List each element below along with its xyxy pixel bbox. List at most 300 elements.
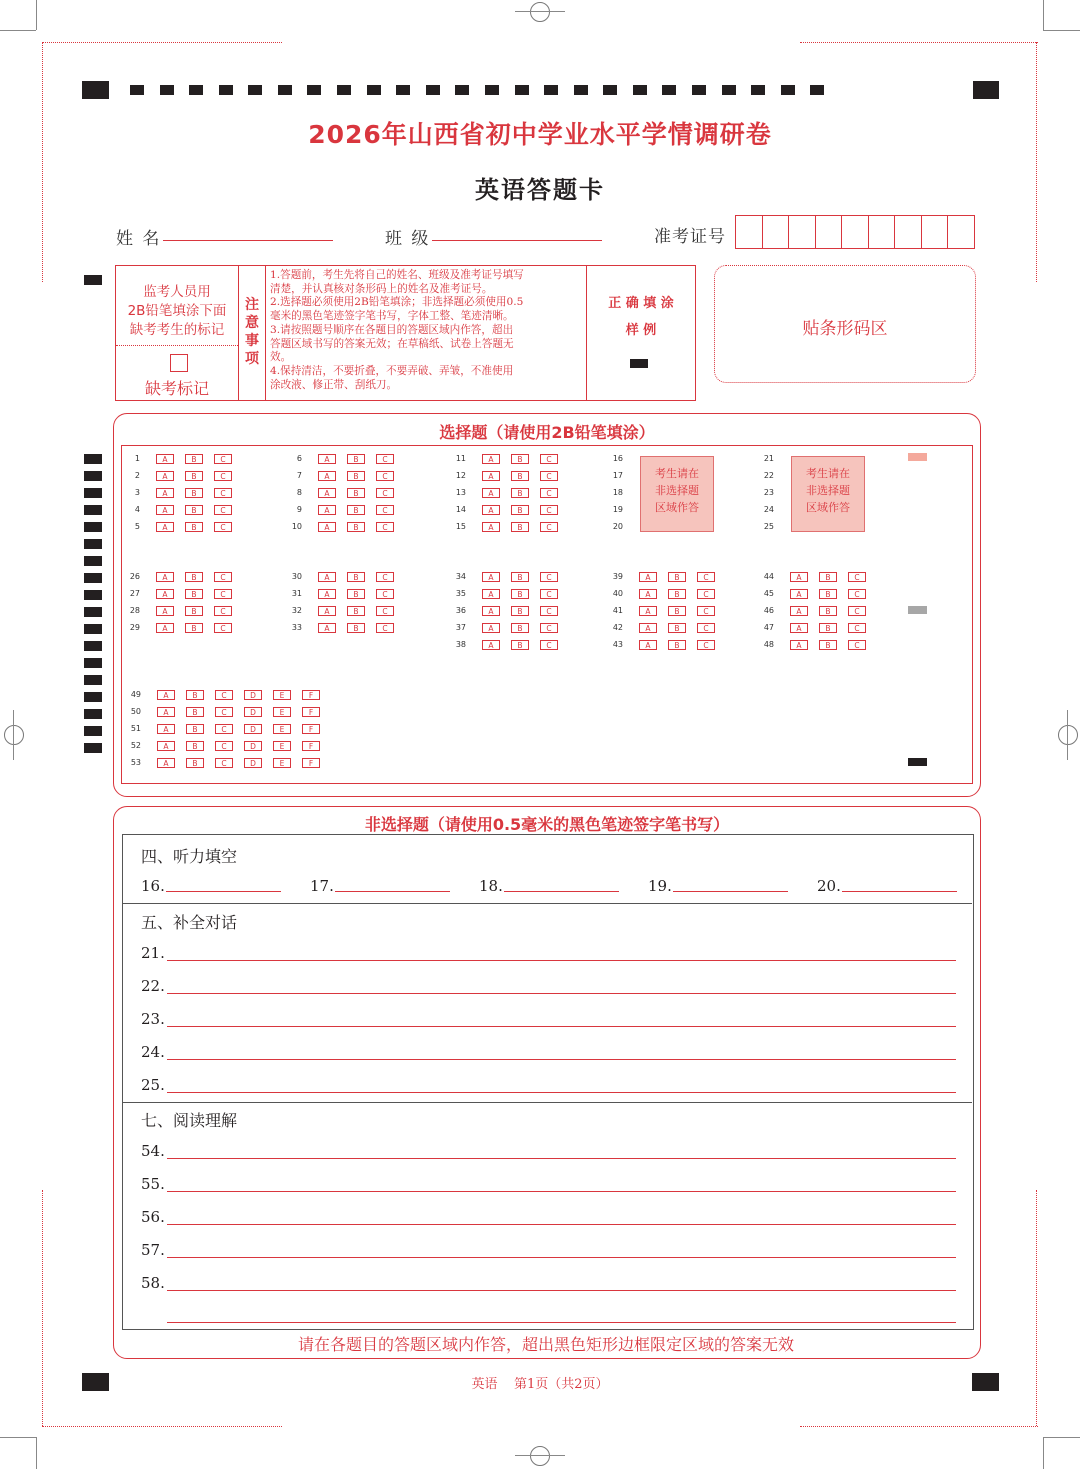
- crop-mark: [515, 1455, 565, 1456]
- option-bubble[interactable]: A: [639, 572, 657, 582]
- question-number: 22: [763, 471, 774, 480]
- option-bubble[interactable]: B: [511, 488, 529, 498]
- option-bubble[interactable]: B: [347, 606, 365, 616]
- option-bubble[interactable]: C: [214, 623, 232, 633]
- notice-heading: [239, 266, 266, 400]
- option-bubble[interactable]: C: [214, 589, 232, 599]
- option-bubble[interactable]: B: [185, 572, 203, 582]
- answer-line[interactable]: [167, 993, 956, 994]
- notice-heading-char: 意: [245, 315, 259, 331]
- option-bubble[interactable]: E: [273, 690, 291, 700]
- question-number: 30: [291, 572, 302, 581]
- option-bubble[interactable]: C: [540, 522, 558, 532]
- crop-mark: [1043, 0, 1044, 30]
- option-bubble[interactable]: B: [511, 589, 529, 599]
- answer-line[interactable]: [167, 1158, 956, 1159]
- question-number: 3: [134, 488, 140, 497]
- absent-checkbox[interactable]: [170, 354, 188, 372]
- answer-line[interactable]: [167, 960, 956, 961]
- option-bubble[interactable]: A: [790, 572, 808, 582]
- option-bubble[interactable]: C: [376, 589, 394, 599]
- timing-mark: [84, 505, 102, 515]
- proctor-text: 缺考考生的标记: [129, 322, 225, 338]
- option-bubble[interactable]: B: [186, 690, 204, 700]
- option-bubble[interactable]: C: [215, 690, 233, 700]
- answer-line[interactable]: [167, 1257, 956, 1258]
- id-digit-box[interactable]: [895, 216, 922, 248]
- id-digit-box[interactable]: [816, 216, 843, 248]
- option-bubble[interactable]: B: [668, 572, 686, 582]
- option-bubble[interactable]: C: [697, 572, 715, 582]
- page-subtitle: 英语答题卡: [475, 176, 605, 204]
- answer-line[interactable]: [167, 1290, 956, 1291]
- timing-mark: [810, 85, 824, 95]
- question-number: 40: [612, 589, 623, 598]
- listening-item-label: 17.: [310, 877, 334, 895]
- option-bubble[interactable]: B: [668, 640, 686, 650]
- option-bubble[interactable]: C: [376, 488, 394, 498]
- option-bubble[interactable]: A: [157, 690, 175, 700]
- id-digit-box[interactable]: [869, 216, 896, 248]
- question-number: 8: [296, 488, 302, 497]
- option-bubble[interactable]: A: [318, 606, 336, 616]
- option-bubble[interactable]: A: [156, 488, 174, 498]
- option-bubble[interactable]: C: [215, 707, 233, 717]
- color-mark: [908, 453, 927, 461]
- option-bubble[interactable]: B: [347, 471, 365, 481]
- timing-mark: [84, 573, 102, 583]
- option-bubble[interactable]: A: [318, 572, 336, 582]
- option-bubble[interactable]: D: [244, 741, 262, 751]
- timing-mark: [84, 607, 102, 617]
- option-bubble[interactable]: B: [185, 505, 203, 515]
- option-bubble[interactable]: A: [156, 522, 174, 532]
- question-number: 32: [291, 606, 302, 615]
- notice-line: 涂改液、修正带、刮纸刀。: [270, 378, 398, 391]
- notice-line: 效。: [270, 351, 292, 364]
- section7-item-label: 57.: [141, 1241, 165, 1259]
- question-number: 35: [455, 589, 466, 598]
- section5-item-label: 23.: [141, 1010, 165, 1028]
- nonchoice-note-line: 区域作答: [806, 501, 850, 514]
- option-bubble[interactable]: D: [244, 724, 262, 734]
- option-bubble[interactable]: B: [185, 522, 203, 532]
- option-bubble[interactable]: B: [511, 471, 529, 481]
- option-bubble[interactable]: A: [318, 522, 336, 532]
- timing-mark: [307, 85, 321, 95]
- option-bubble[interactable]: A: [156, 589, 174, 599]
- option-bubble[interactable]: A: [156, 471, 174, 481]
- section7-item-label: 55.: [141, 1175, 165, 1193]
- answer-line[interactable]: [335, 891, 450, 892]
- class-field[interactable]: [432, 240, 602, 241]
- answer-line[interactable]: [167, 1026, 956, 1027]
- timing-mark: [396, 85, 410, 95]
- option-bubble[interactable]: C: [214, 471, 232, 481]
- option-bubble[interactable]: D: [244, 707, 262, 717]
- notice-text: [266, 266, 587, 400]
- question-number: 44: [763, 572, 774, 581]
- option-bubble[interactable]: F: [302, 690, 320, 700]
- option-bubble[interactable]: C: [215, 741, 233, 751]
- option-bubble[interactable]: A: [156, 505, 174, 515]
- option-bubble[interactable]: C: [214, 488, 232, 498]
- option-bubble[interactable]: B: [511, 606, 529, 616]
- timing-mark: [84, 454, 102, 464]
- option-bubble[interactable]: A: [482, 471, 500, 481]
- question-number: 46: [763, 606, 774, 615]
- answer-line[interactable]: [842, 891, 957, 892]
- option-bubble[interactable]: A: [639, 606, 657, 616]
- option-bubble[interactable]: A: [482, 572, 500, 582]
- option-bubble[interactable]: C: [376, 505, 394, 515]
- option-bubble[interactable]: A: [318, 589, 336, 599]
- option-bubble[interactable]: B: [819, 572, 837, 582]
- option-bubble[interactable]: C: [376, 471, 394, 481]
- question-number: 28: [129, 606, 140, 615]
- option-bubble[interactable]: F: [302, 724, 320, 734]
- option-bubble[interactable]: B: [347, 522, 365, 532]
- option-bubble[interactable]: C: [540, 589, 558, 599]
- option-bubble[interactable]: C: [376, 606, 394, 616]
- crop-mark: [36, 1437, 37, 1469]
- option-bubble[interactable]: C: [540, 606, 558, 616]
- timing-mark: [662, 85, 676, 95]
- option-bubble[interactable]: E: [273, 758, 291, 768]
- notice-line: 4.保持清洁，不要折叠，不要弄破、弄皱，不准使用: [270, 364, 514, 377]
- option-bubble[interactable]: A: [156, 572, 174, 582]
- timing-mark: [84, 471, 102, 481]
- option-bubble[interactable]: C: [540, 623, 558, 633]
- option-bubble[interactable]: A: [482, 623, 500, 633]
- option-bubble[interactable]: B: [347, 589, 365, 599]
- nonchoice-title: 非选择题（请使用0.5毫米的黑色笔迹签字笔书写）: [364, 815, 730, 834]
- nonchoice-note-line: 区域作答: [655, 501, 699, 514]
- nonchoice-note: [640, 456, 714, 532]
- option-bubble[interactable]: C: [215, 724, 233, 734]
- option-bubble[interactable]: B: [347, 505, 365, 515]
- crop-mark: [515, 11, 565, 12]
- option-bubble[interactable]: B: [186, 758, 204, 768]
- option-bubble[interactable]: C: [540, 640, 558, 650]
- id-digit-box[interactable]: [842, 216, 869, 248]
- nonchoice-note-line: 考生请在: [655, 467, 699, 480]
- option-bubble[interactable]: B: [185, 623, 203, 633]
- id-digit-box[interactable]: [789, 216, 816, 248]
- option-bubble[interactable]: A: [482, 488, 500, 498]
- option-bubble[interactable]: A: [318, 454, 336, 464]
- listening-item-label: 20.: [817, 877, 841, 895]
- answer-line[interactable]: [673, 891, 788, 892]
- option-bubble[interactable]: A: [482, 454, 500, 464]
- question-number: 49: [130, 690, 141, 699]
- option-bubble[interactable]: C: [376, 454, 394, 464]
- id-number-boxes[interactable]: [735, 215, 975, 249]
- option-bubble[interactable]: B: [185, 606, 203, 616]
- timing-mark: [84, 658, 102, 668]
- crop-mark: [36, 0, 37, 30]
- option-bubble[interactable]: C: [697, 640, 715, 650]
- option-bubble[interactable]: C: [697, 623, 715, 633]
- option-bubble[interactable]: C: [214, 505, 232, 515]
- option-bubble[interactable]: C: [540, 471, 558, 481]
- timing-mark: [84, 590, 102, 600]
- option-bubble[interactable]: B: [511, 640, 529, 650]
- option-bubble[interactable]: F: [302, 741, 320, 751]
- timing-mark: [455, 85, 469, 95]
- question-number: 50: [130, 707, 141, 716]
- option-bubble[interactable]: B: [185, 471, 203, 481]
- answer-line[interactable]: [167, 1191, 956, 1192]
- option-bubble[interactable]: C: [540, 454, 558, 464]
- option-bubble[interactable]: B: [668, 623, 686, 633]
- timing-mark: [84, 488, 102, 498]
- option-bubble[interactable]: A: [157, 741, 175, 751]
- timing-mark: [908, 758, 927, 766]
- option-bubble[interactable]: B: [819, 640, 837, 650]
- option-bubble[interactable]: B: [347, 623, 365, 633]
- option-bubble[interactable]: C: [376, 623, 394, 633]
- timing-mark: [781, 85, 795, 95]
- option-bubble[interactable]: C: [214, 522, 232, 532]
- dotted-border: [42, 42, 43, 282]
- question-number: 14: [455, 505, 466, 514]
- option-bubble[interactable]: C: [540, 505, 558, 515]
- option-bubble[interactable]: E: [273, 741, 291, 751]
- question-number: 48: [763, 640, 774, 649]
- question-number: 29: [129, 623, 140, 632]
- option-bubble[interactable]: A: [318, 505, 336, 515]
- option-bubble[interactable]: B: [511, 522, 529, 532]
- option-bubble[interactable]: B: [819, 606, 837, 616]
- notice-line: 2.选择题必须使用2B铅笔填涂；非选择题必须使用0.5: [270, 296, 524, 309]
- question-number: 6: [296, 454, 302, 463]
- option-bubble[interactable]: B: [347, 488, 365, 498]
- question-number: 7: [296, 471, 302, 480]
- option-bubble[interactable]: B: [511, 454, 529, 464]
- answer-box: [122, 834, 974, 1330]
- option-bubble[interactable]: C: [214, 454, 232, 464]
- name-field[interactable]: [163, 240, 333, 241]
- option-bubble[interactable]: B: [819, 589, 837, 599]
- timing-mark: [337, 85, 351, 95]
- proctor-section: [116, 266, 239, 400]
- sample-label: 样 例: [625, 323, 657, 338]
- crop-mark: [0, 1437, 36, 1438]
- option-bubble[interactable]: A: [790, 589, 808, 599]
- option-bubble[interactable]: C: [697, 606, 715, 616]
- notice-line: 清楚，并认真核对条形码上的姓名及准考证号。: [270, 282, 493, 295]
- option-bubble[interactable]: D: [244, 758, 262, 768]
- id-digit-box[interactable]: [736, 216, 763, 248]
- dotted-border: [1036, 42, 1037, 282]
- option-bubble[interactable]: A: [639, 640, 657, 650]
- choice-title: 选择题（请使用2B铅笔填涂）: [439, 423, 655, 442]
- barcode-area: [714, 265, 976, 383]
- color-mark: [908, 606, 927, 614]
- option-bubble[interactable]: C: [848, 572, 866, 582]
- timing-mark: [84, 522, 102, 532]
- question-number: 5: [134, 522, 140, 531]
- question-number: 2: [134, 471, 140, 480]
- option-bubble[interactable]: A: [790, 606, 808, 616]
- timing-marks-left: [84, 454, 102, 760]
- id-digit-box[interactable]: [948, 216, 974, 248]
- timing-mark: [84, 726, 102, 736]
- nonchoice-note-line: 考生请在: [806, 467, 850, 480]
- option-bubble[interactable]: C: [214, 606, 232, 616]
- crop-mark: [1043, 1437, 1044, 1469]
- option-bubble[interactable]: F: [302, 707, 320, 717]
- option-bubble[interactable]: B: [186, 741, 204, 751]
- option-bubble[interactable]: B: [185, 589, 203, 599]
- question-number: 43: [612, 640, 623, 649]
- timing-marks-top: [130, 85, 840, 95]
- section5-item-label: 24.: [141, 1043, 165, 1061]
- option-bubble[interactable]: B: [668, 606, 686, 616]
- option-bubble[interactable]: A: [482, 606, 500, 616]
- proctor-text: 2B铅笔填涂下面: [127, 303, 227, 319]
- question-number: 31: [291, 589, 302, 598]
- timing-mark: [84, 624, 102, 634]
- option-bubble[interactable]: B: [819, 623, 837, 633]
- option-bubble[interactable]: C: [848, 606, 866, 616]
- question-number: 52: [130, 741, 141, 750]
- option-bubble[interactable]: A: [639, 589, 657, 599]
- question-number: 45: [763, 589, 774, 598]
- option-bubble[interactable]: A: [157, 758, 175, 768]
- option-bubble[interactable]: A: [639, 623, 657, 633]
- option-bubble[interactable]: B: [185, 488, 203, 498]
- question-number: 36: [455, 606, 466, 615]
- option-bubble[interactable]: A: [318, 471, 336, 481]
- question-number: 25: [763, 522, 774, 531]
- answer-line[interactable]: [167, 1224, 956, 1225]
- timing-mark: [485, 85, 499, 95]
- nonchoice-note-line: 非选择题: [806, 484, 850, 497]
- divider: [122, 1102, 972, 1103]
- timing-mark: [84, 275, 102, 285]
- option-bubble[interactable]: C: [848, 589, 866, 599]
- question-number: 24: [763, 505, 774, 514]
- option-bubble[interactable]: C: [376, 572, 394, 582]
- timing-mark: [603, 85, 617, 95]
- option-bubble[interactable]: E: [273, 707, 291, 717]
- option-bubble[interactable]: C: [540, 488, 558, 498]
- notice-block: [115, 265, 696, 401]
- section5-title: 五、补全对话: [141, 913, 238, 932]
- option-bubble[interactable]: A: [482, 522, 500, 532]
- option-bubble[interactable]: A: [157, 724, 175, 734]
- id-digit-box[interactable]: [763, 216, 790, 248]
- option-bubble[interactable]: A: [318, 623, 336, 633]
- option-bubble[interactable]: C: [215, 758, 233, 768]
- section7-item-label: 58.: [141, 1274, 165, 1292]
- option-bubble[interactable]: A: [790, 623, 808, 633]
- option-bubble[interactable]: B: [185, 454, 203, 464]
- option-bubble[interactable]: A: [318, 488, 336, 498]
- option-bubble[interactable]: C: [540, 572, 558, 582]
- option-bubble[interactable]: C: [848, 623, 866, 633]
- option-bubble[interactable]: A: [156, 606, 174, 616]
- option-bubble[interactable]: B: [511, 572, 529, 582]
- notice-heading-char: 事: [245, 333, 259, 349]
- option-bubble[interactable]: E: [273, 724, 291, 734]
- question-number: 51: [130, 724, 141, 733]
- question-number: 21: [763, 454, 774, 463]
- option-bubble[interactable]: B: [668, 589, 686, 599]
- option-bubble[interactable]: C: [214, 572, 232, 582]
- section7-item-label: 54.: [141, 1142, 165, 1160]
- registration-mark-icon: [530, 1446, 550, 1466]
- sample-label: 正 确 填 涂: [608, 296, 674, 311]
- timing-mark: [633, 85, 647, 95]
- answer-line[interactable]: [167, 1092, 956, 1093]
- option-bubble[interactable]: B: [511, 623, 529, 633]
- question-number: 38: [455, 640, 466, 649]
- page-info: 英语 第1页（共2页）: [471, 1377, 609, 1392]
- question-number: 12: [455, 471, 466, 480]
- absent-label: 缺考标记: [144, 379, 209, 398]
- option-bubble[interactable]: A: [482, 640, 500, 650]
- question-number: 39: [612, 572, 623, 581]
- id-digit-box[interactable]: [922, 216, 949, 248]
- option-bubble[interactable]: A: [790, 640, 808, 650]
- question-number: 37: [455, 623, 466, 632]
- footer-warning: 请在各题目的答题区域内作答，超出黑色矩形边框限定区域的答案无效: [297, 1335, 794, 1354]
- notice-line: 答题区域书写的答案无效；在草稿纸、试卷上答题无: [270, 337, 514, 350]
- option-bubble[interactable]: C: [697, 589, 715, 599]
- timing-mark: [367, 85, 381, 95]
- option-bubble[interactable]: F: [302, 758, 320, 768]
- listening-item-label: 16.: [141, 877, 165, 895]
- registration-mark-icon: [1058, 725, 1078, 745]
- option-bubble[interactable]: B: [347, 454, 365, 464]
- option-bubble[interactable]: B: [186, 707, 204, 717]
- option-bubble[interactable]: A: [157, 707, 175, 717]
- crop-mark: [1067, 710, 1068, 760]
- listening-item-label: 19.: [648, 877, 672, 895]
- option-bubble[interactable]: D: [244, 690, 262, 700]
- question-number: 16: [612, 454, 623, 463]
- answer-line[interactable]: [166, 891, 281, 892]
- answer-line[interactable]: [504, 891, 619, 892]
- answer-line[interactable]: [167, 1322, 956, 1323]
- timing-mark: [219, 85, 233, 95]
- anchor-mark: [82, 81, 109, 99]
- notice-heading-char: 注: [245, 297, 259, 313]
- section5-item-label: 22.: [141, 977, 165, 995]
- timing-mark: [84, 743, 102, 753]
- question-number: 23: [763, 488, 774, 497]
- question-number: 34: [455, 572, 466, 581]
- option-bubble[interactable]: C: [848, 640, 866, 650]
- crop-mark: [13, 710, 14, 760]
- timing-mark: [278, 85, 292, 95]
- option-bubble[interactable]: C: [376, 522, 394, 532]
- answer-line[interactable]: [167, 1059, 956, 1060]
- option-bubble[interactable]: B: [347, 572, 365, 582]
- option-bubble[interactable]: B: [186, 724, 204, 734]
- option-bubble[interactable]: A: [482, 505, 500, 515]
- option-bubble[interactable]: A: [156, 623, 174, 633]
- dotted-border: [42, 42, 282, 43]
- question-number: 19: [612, 505, 623, 514]
- option-bubble[interactable]: A: [156, 454, 174, 464]
- class-label: 班 级: [385, 229, 431, 249]
- option-bubble[interactable]: A: [482, 589, 500, 599]
- option-bubble[interactable]: B: [511, 505, 529, 515]
